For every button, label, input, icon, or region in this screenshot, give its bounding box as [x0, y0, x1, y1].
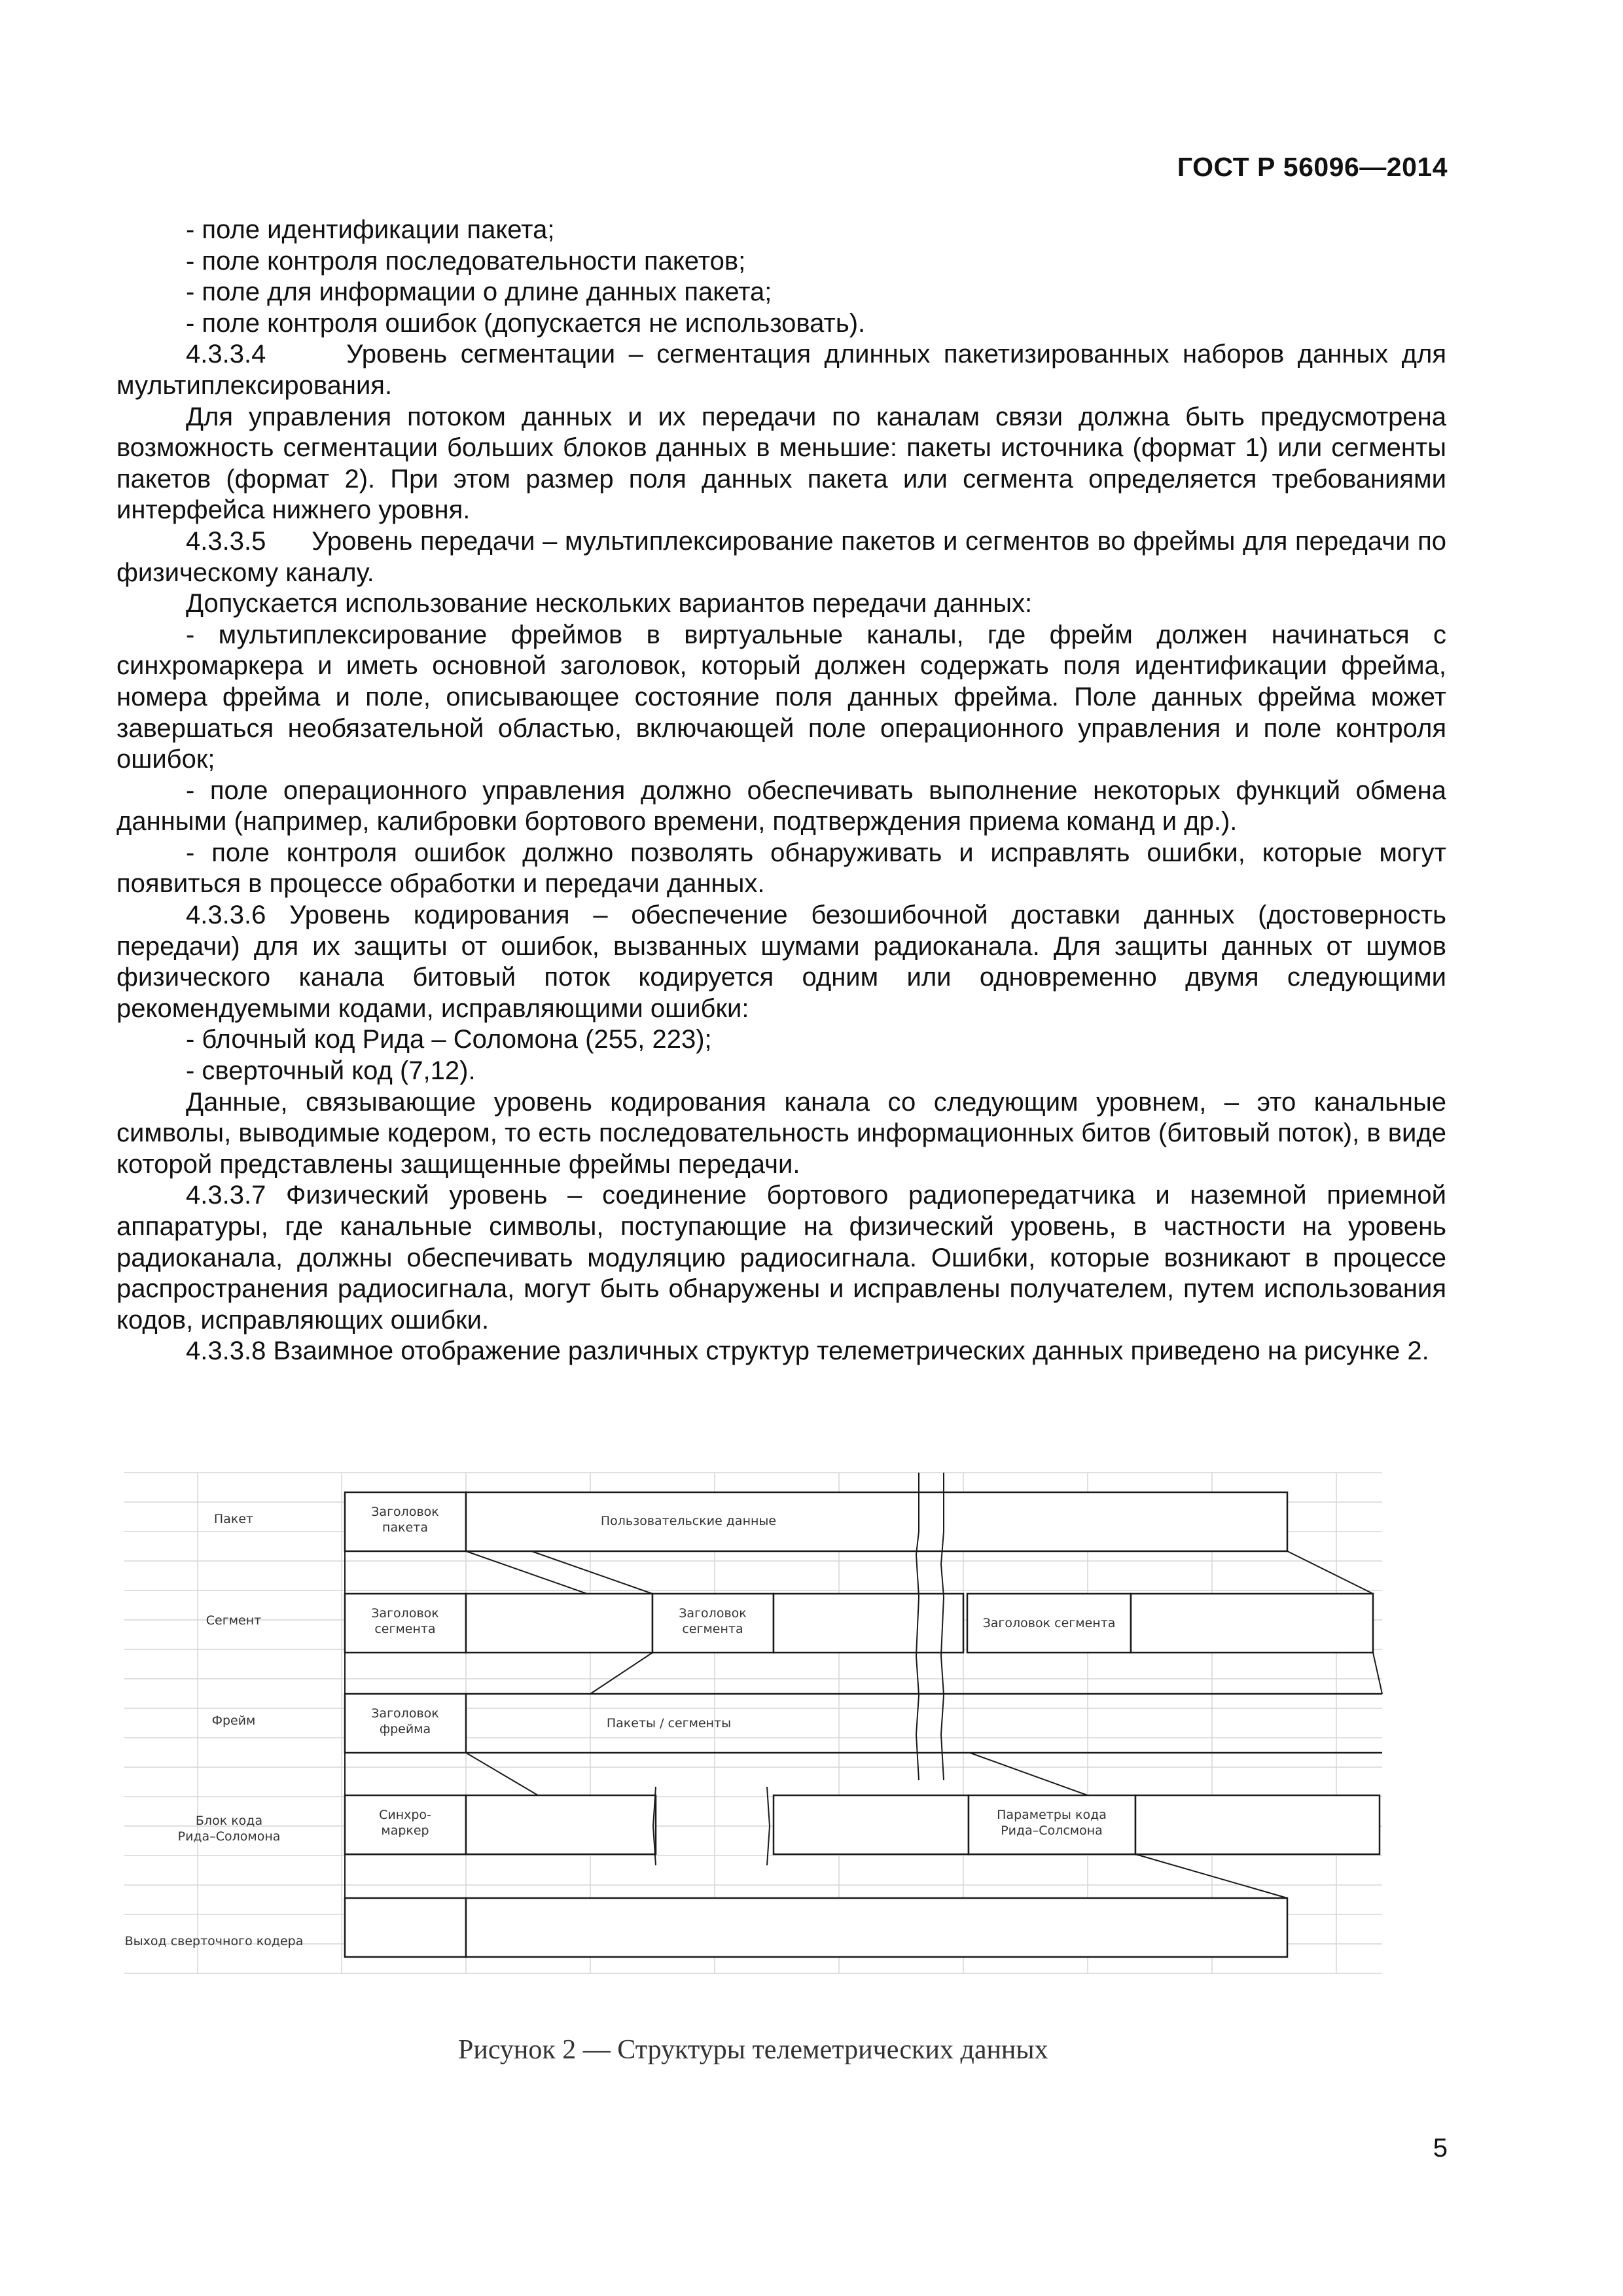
list-item: - поле контроля ошибок (допускается не использовать).	[186, 308, 866, 338]
packets-segments-label: Пакеты / сегменты	[606, 1716, 732, 1731]
row-label-conv-out: Выход сверточного кодера	[124, 1934, 304, 1948]
blocks	[345, 1492, 1380, 1957]
sync-marker-label-2: маркер	[381, 1823, 429, 1838]
body-text	[116, 215, 1446, 1367]
row-label-rs-block-2: Рида–Соломона	[177, 1829, 281, 1844]
frame-header-label-1: Заголовок	[371, 1706, 439, 1721]
clause-4-3-3-7: 4.3.3.7 Физический уровень – соединение бортового радиопередатчика и наземной приемной аппаратуры, где канальные символы, поступающие на физический уровень, в частности на уровень радиоканала, должны обеспечивать модуляцию радиосигнала. Ошибки, которые возникают в процессе распространения радиосигнала, могут быть обнаружены и исправлены получателем, путем использования кодов, исправляющих ошибки.	[116, 1181, 1446, 1335]
row-labels	[125, 1512, 304, 1948]
list-item: - поле идентификации пакета;	[186, 215, 555, 244]
figure-caption: Рисунок 2 — Структуры телеметрических данных	[458, 2035, 1048, 2065]
figure-2-diagram	[119, 1433, 1402, 2003]
rs-params-label-1: Параметры кода	[997, 1808, 1107, 1822]
clause-4-3-3-6: 4.3.3.6 Уровень кодирования – обеспечение безошибочной доставки данных (достоверность передачи) для их защиты от ошибок, вызванных шумами радиоканала. Для защиты данных от шумов физического канала битовый поток кодируется одним или одновременно двумя следующими рекомендуемыми кодами, исправляющими ошибки:	[116, 901, 1446, 1023]
packet-header-label-1: Заголовок	[371, 1505, 439, 1519]
frame-body-lines	[466, 1694, 1382, 1753]
list-item: - сверточный код (7,12).	[186, 1056, 476, 1086]
paragraph: Данные, связывающие уровень кодирования канала со следующим уровнем, – это канальные символы, выводимые кодером, то есть последовательность информационных битов (битовый поток), в виде которой представлены защищенные фреймы передачи.	[116, 1087, 1446, 1179]
packet-header-label-2: пакета	[382, 1520, 428, 1535]
user-data-label: Пользовательские данные	[600, 1514, 777, 1528]
document-code: ГОСТ Р 56096—2014	[1177, 152, 1448, 182]
page-number: 5	[1433, 2134, 1448, 2162]
clause-4-3-3-8: 4.3.3.8 Взаимное отображение различных структур телеметрических данных приведено на рисунке 2.	[186, 1336, 1429, 1366]
segment-header-a-label-1: Заголовок	[371, 1606, 439, 1621]
list-item: - поле контроля ошибок должно позволять обнаруживать и исправлять ошибки, которые могут появиться в процессе обработки и передачи данных.	[116, 838, 1446, 899]
row-label-segment: Сегмент	[205, 1613, 262, 1628]
block-labels	[371, 1505, 1115, 1838]
sync-marker-label-1: Синхро-	[379, 1808, 431, 1822]
paragraph: Для управления потоком данных и их передачи по каналам связи должна быть предусмотрена возможность сегментации больших блоков данных в меньшие: пакеты источника (формат 1) или сегменты пакетов (формат 2). При этом размер поля данных пакета или сегмента определяется требованиями интерфейса нижнего уровня.	[116, 402, 1446, 525]
list-item: - поле для информации о длине данных пакета;	[186, 278, 772, 307]
row-label-frame: Фрейм	[211, 1713, 256, 1728]
segment-header-a-label-2: сегмента	[374, 1622, 436, 1636]
clause-4-3-3-5: 4.3.3.5 Уровень передачи – мультиплексирование пакетов и сегментов во фреймы для передачи по физическому каналу.	[116, 526, 1446, 587]
list-item: - поле контроля последовательности пакетов;	[186, 246, 746, 276]
list-item: - поле операционного управления должно обеспечивать выполнение некоторых функций обмена данными (например, калибровки бортового времени, подтверждения приема команд и др.).	[116, 776, 1446, 836]
row-label-packet: Пакет	[213, 1512, 254, 1526]
segment-header-c-label: Заголовок сегмента	[982, 1616, 1116, 1630]
rs-params-label-2: Рида–Солсмона	[1001, 1823, 1103, 1838]
list-item: - блочный код Рида – Соломона (255, 223);	[186, 1025, 712, 1054]
frame-header-label-2: фрейма	[379, 1722, 431, 1736]
row-label-rs-block-1: Блок кода	[195, 1814, 263, 1828]
paragraph: Допускается использование нескольких вариантов передачи данных:	[186, 589, 1033, 619]
segment-header-b-label-1: Заголовок	[679, 1606, 747, 1621]
clause-4-3-3-4: 4.3.3.4 Уровень сегментации – сегментация длинных пакетизированных наборов данных для мультиплексирования.	[116, 340, 1446, 400]
list-item: - мультиплексирование фреймов в виртуальные каналы, где фрейм должен начинаться с синхромаркера и иметь основной заголовок, который должен содержать поля идентификации фрейма, номера фрейма и поле, описывающее состояние поля данных фрейма. Поле данных фрейма может завершаться необязательной областью, включающей поле операционного управления и поле контроля ошибок;	[116, 620, 1446, 774]
segment-header-b-label-2: сегмента	[682, 1622, 743, 1636]
diagram-svg	[119, 1433, 1402, 2003]
